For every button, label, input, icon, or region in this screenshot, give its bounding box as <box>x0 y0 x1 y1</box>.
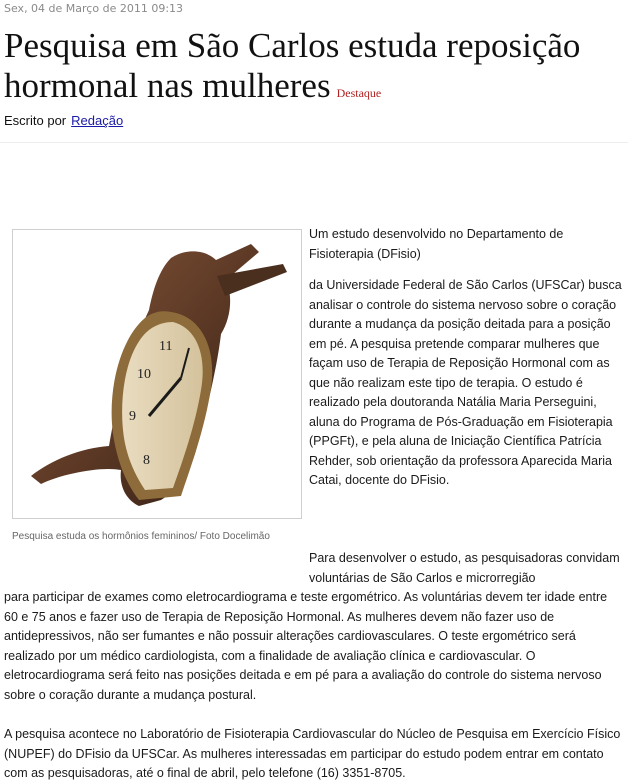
header-divider <box>0 142 628 143</box>
paragraph-1: Um estudo desenvolvido no Departamento de Fisioterapia (DFisio) <box>309 227 564 261</box>
clock-number-9: 9 <box>129 409 136 424</box>
author-link[interactable]: Redação <box>71 113 124 128</box>
paragraph-4 <box>4 725 624 784</box>
melting-clock-figure-illustration <box>21 238 293 510</box>
photo-caption: Pesquisa estuda os hormônios femininos/ Foto Docelimão <box>12 531 270 542</box>
article-title-text: Pesquisa em São Carlos estuda reposição hormonal nas mulheres <box>4 26 581 105</box>
article-date: Sex, 04 de Março de 2011 09:13 <box>4 2 184 15</box>
article-title <box>4 26 619 113</box>
featured-badge: Destaque <box>336 86 382 100</box>
byline <box>4 113 123 128</box>
paragraph-3-rest: para participar de exames como eletrocardiograma e teste ergométrico. As voluntárias devem ter idade entre 60 e 75 anos e fazer uso de Terapia de Reposição Hormonal. As mulheres devem não fazer uso de antidepressivos, não ser fumantes e não possuir alterações cardiovasculares. O teste ergométrico será realizado por um médico cardiologista, com a finalidade de avaliação clínica e cardiovascular. O eletrocardiograma será feito nas posições deitada e em pé para a avaliação do controle do sistema nervoso sobre o coração durante a mudança postural. <box>4 590 608 702</box>
clock-number-10: 10 <box>137 367 151 382</box>
clock-number-8: 8 <box>143 453 150 468</box>
paragraph-4-text: A pesquisa acontece no Laboratório de Fisioterapia Cardiovascular do Núcleo de Pesquisa em Exercício Físico (NUPEF) do DFisio da UFSCar. As mulheres interessadas em participar do estudo podem entrar em contato com as pesquisadoras, até o final de abril, pelo telefone (16) 3351-8705. <box>4 727 621 780</box>
paragraph-2: da Universidade Federal de São Carlos (UFSCar) busca analisar o controle do sistema nervoso sobre o coração durante a mudança da posição deitada para a posição em pé. A pesquisa pretende comparar mulheres que façam uso de Terapia de Reposição Hormonal com as que não realizam este tipo de terapia. O estudo é realizado pela doutoranda Natália Maria Perseguini, aluna do Programa de Pós-Graduação em Fisioterapia (PPGFt), e pela aluna de Iniciação Científica Patrícia Rehder, sob orientação da professora Aparecida Maria Catai, docente do DFisio. <box>309 278 622 487</box>
article-photo <box>12 229 302 519</box>
paragraph-3 <box>4 549 624 705</box>
paragraph-3-lead: Para desenvolver o estudo, as pesquisadoras convidam voluntárias de São Carlos e microrregião <box>309 551 620 585</box>
byline-label: Escrito por <box>4 113 67 128</box>
side-text-column <box>309 225 624 503</box>
clock-number-11: 11 <box>159 339 173 354</box>
